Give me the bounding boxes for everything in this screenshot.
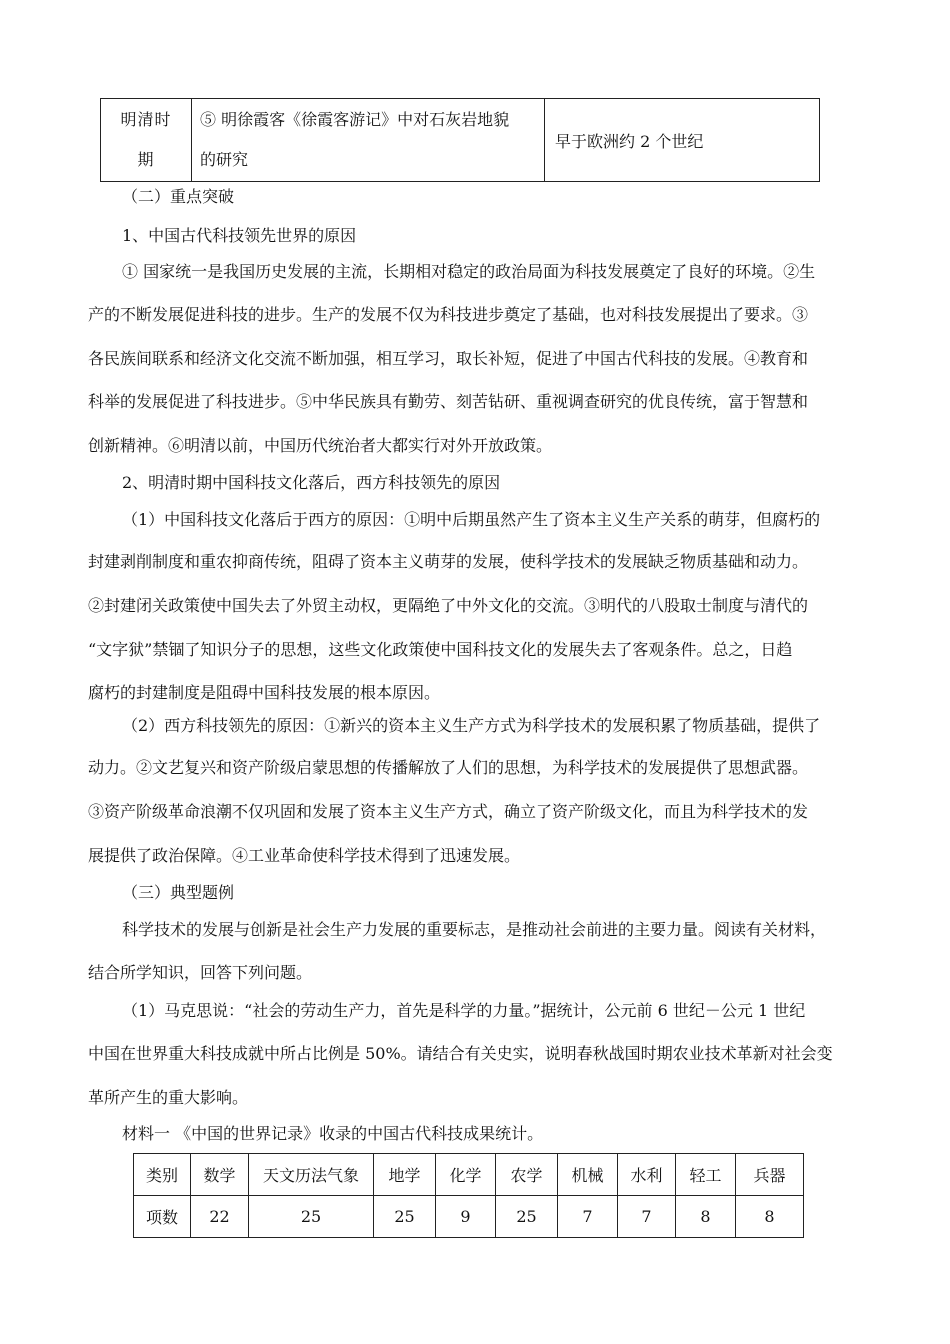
header-label: 类别 bbox=[134, 1154, 191, 1196]
count-cell: 25 bbox=[249, 1196, 374, 1238]
item-heading: 2、明清时期中国科技文化落后，西方科技领先的原因 bbox=[122, 473, 501, 492]
period-text: 期 bbox=[137, 150, 155, 169]
category-cell: 水利 bbox=[618, 1154, 676, 1196]
category-cell: 化学 bbox=[436, 1154, 496, 1196]
count-cell: 25 bbox=[374, 1196, 436, 1238]
paragraph-line: 产的不断发展促进科技的进步。生产的发展不仅为科技进步奠定了基础，也对科技发展提出了要求。③ bbox=[88, 305, 809, 324]
count-cell: 9 bbox=[436, 1196, 496, 1238]
paragraph-line: 革所产生的重大影响。 bbox=[88, 1088, 249, 1107]
category-cell: 数学 bbox=[191, 1154, 249, 1196]
table-row bbox=[101, 99, 820, 182]
paragraph-line: 展提供了政治保障。④工业革命使科学技术得到了迅速发展。 bbox=[88, 846, 521, 865]
paragraph-line: （1）中国科技文化落后于西方的原因：①明中后期虽然产生了资本主义生产关系的萌芽，但腐朽的 bbox=[122, 510, 821, 529]
paragraph-line: “文字狱”禁锢了知识分子的思想，这些文化政策使中国科技文化的发展失去了客观条件。总之，日趋 bbox=[88, 640, 793, 659]
count-cell: 25 bbox=[496, 1196, 558, 1238]
paragraph-line: ① 国家统一是我国历史发展的主流，长期相对稳定的政治局面为科技发展奠定了良好的环境。②生 bbox=[122, 262, 816, 281]
achievement-text: ⑤ 明徐霞客《徐霞客游记》中对石灰岩地貌 bbox=[200, 110, 510, 129]
achievement-text: 的研究 bbox=[200, 150, 249, 169]
category-cell: 兵器 bbox=[736, 1154, 804, 1196]
paragraph-line: ②封建闭关政策使中国失去了外贸主动权，更隔绝了中外文化的交流。③明代的八股取士制度与清代的 bbox=[88, 596, 809, 615]
category-cell: 地学 bbox=[374, 1154, 436, 1196]
table-header-row bbox=[134, 1154, 804, 1196]
category-cell: 农学 bbox=[496, 1154, 558, 1196]
paragraph-line: 腐朽的封建制度是阻碍中国科技发展的根本原因。 bbox=[88, 683, 441, 702]
achievement-cell bbox=[192, 99, 545, 182]
category-cell: 机械 bbox=[558, 1154, 618, 1196]
material-caption: 材料一 《中国的世界记录》收录的中国古代科技成果统计。 bbox=[122, 1124, 544, 1143]
paragraph-line: （2）西方科技领先的原因：①新兴的资本主义生产方式为科学技术的发展积累了物质基础，提供了 bbox=[122, 716, 821, 735]
count-cell: 8 bbox=[736, 1196, 804, 1238]
table-row bbox=[134, 1196, 804, 1238]
paragraph-line: 创新精神。⑥明清以前，中国历代统治者大都实行对外开放政策。 bbox=[88, 436, 553, 455]
paragraph-line: 封建剥削制度和重农抑商传统，阻碍了资本主义萌芽的发展，使科学技术的发展缺乏物质基础和动力。 bbox=[88, 552, 809, 571]
paragraph-line: 中国在世界重大科技成就中所占比例是 50%。请结合有关史实，说明春秋战国时期农业技术革新对社会变 bbox=[88, 1044, 833, 1063]
paragraph-line: 科学技术的发展与创新是社会生产力发展的重要标志，是推动社会前进的主要力量。阅读有关材料， bbox=[122, 920, 827, 939]
paragraph-line: 结合所学知识，回答下列问题。 bbox=[88, 963, 313, 982]
section-heading: （二）重点突破 bbox=[122, 187, 235, 206]
count-cell: 7 bbox=[558, 1196, 618, 1238]
category-cell: 轻工 bbox=[676, 1154, 736, 1196]
period-cell bbox=[101, 99, 192, 182]
paragraph-line: 动力。②文艺复兴和资产阶级启蒙思想的传播解放了人们的思想，为科学技术的发展提供了思想武器。 bbox=[88, 758, 809, 777]
item-heading: 1、中国古代科技领先世界的原因 bbox=[122, 226, 357, 245]
category-cell: 天文历法气象 bbox=[249, 1154, 374, 1196]
count-cell: 7 bbox=[618, 1196, 676, 1238]
paragraph-line: ③资产阶级革命浪潮不仅巩固和发展了资本主义生产方式，确立了资产阶级文化，而且为科学技术的发 bbox=[88, 802, 809, 821]
section-heading: （三）典型题例 bbox=[122, 883, 235, 902]
count-cell: 8 bbox=[676, 1196, 736, 1238]
count-cell: 22 bbox=[191, 1196, 249, 1238]
achievement-table bbox=[100, 98, 820, 182]
period-text: 明清时 bbox=[120, 110, 172, 129]
paragraph-line: 科举的发展促进了科技进步。⑤中华民族具有勤劳、刻苦钻研、重视调查研究的优良传统，富于智慧和 bbox=[88, 392, 809, 411]
comparison-cell: 早于欧洲约 2 个世纪 bbox=[545, 99, 820, 182]
row-label: 项数 bbox=[134, 1196, 191, 1238]
paragraph-line: （1）马克思说：“社会的劳动生产力，首先是科学的力量。”据统计，公元前 6 世纪－公元 1 世纪 bbox=[122, 1001, 806, 1020]
stats-table bbox=[133, 1153, 804, 1238]
paragraph-line: 各民族间联系和经济文化交流不断加强，相互学习，取长补短，促进了中国古代科技的发展。④教育和 bbox=[88, 349, 809, 368]
